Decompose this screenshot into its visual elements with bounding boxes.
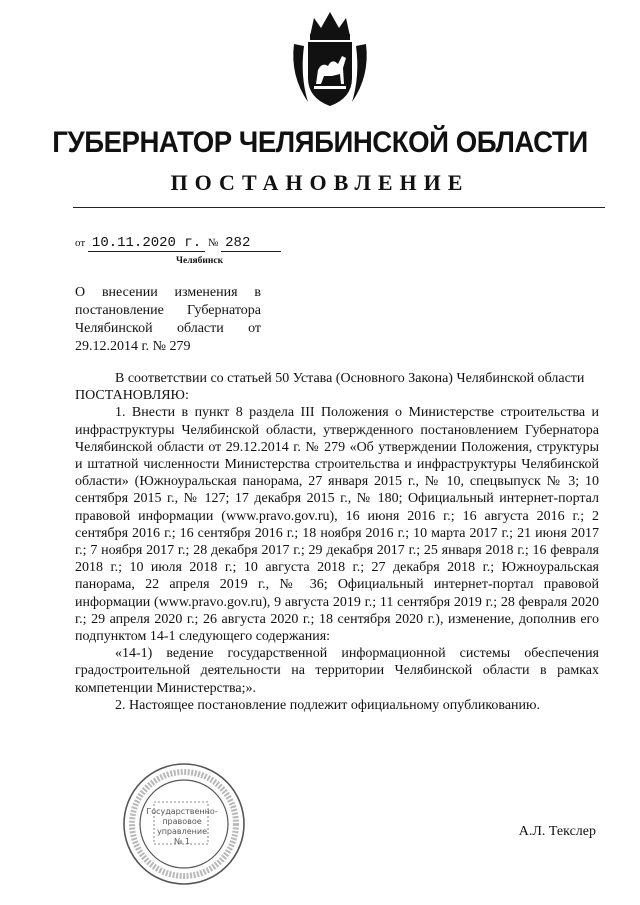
decree-word: ПОСТАНОВЛЯЮ: xyxy=(75,388,189,404)
stamp-line-4: № 1 xyxy=(174,837,190,846)
coat-of-arms-icon xyxy=(288,6,372,110)
stamp-line-2: правовое xyxy=(162,817,202,826)
date-from-label: от xyxy=(75,237,86,249)
city-label: Челябинск xyxy=(176,256,224,266)
header-title: ГУБЕРНАТОР ЧЕЛЯБИНСКОЙ ОБЛАСТИ xyxy=(52,126,588,159)
item-2-paragraph: 2. Настоящее постановление подлежит официальному опубликованию. xyxy=(115,697,540,713)
header-divider xyxy=(73,207,605,208)
dateline xyxy=(75,235,281,252)
document-subject: О внесении изменения в постановление Губернатора Челябинской области от 29.12.2014 г. № 279 xyxy=(75,285,261,354)
stamp-line-3: управление xyxy=(156,827,208,836)
doc-type: ПОСТАНОВЛЕНИЕ xyxy=(170,170,470,195)
document-body xyxy=(75,370,599,714)
document-date: 10.11.2020 г. xyxy=(88,235,205,252)
official-stamp-icon xyxy=(120,760,248,888)
stamp-line-1: Государственно- xyxy=(146,807,218,816)
item-1-subparagraph: «14-1) ведение государственной информационной системы обеспечения градостроительной деятельности на территории Челябинской области в рамках компетенции Министерства;». xyxy=(75,646,599,696)
number-label: № xyxy=(207,237,219,249)
signer-name: А.Л. Текслер xyxy=(518,824,596,839)
document-number: 282 xyxy=(221,235,281,252)
item-1-paragraph: 1. Внести в пункт 8 раздела III Положения о Министерстве строительства и инфраструктуры Челябинской области, утвержденного постановлением Губернатора Челябинской области от 29.12.2014 г. № 279 «Об утверждении Положения, структуры и штатной численности Министерства строительства и инфраструктуры Челябинской области» (Южноуральская панорама, 27 января 2015 г., № 10, спецвыпуск № 3; 10 сентября 2015 г., № 127; 17 декабря 2015 г., № 180; Официальный интернет-портал правовой информации (www.pravo.gov.ru), 16 июня 2016 г.; 16 августа 2016 г.; 2 сентября 2016 г.; 16 сентября 2016 г.; 18 ноября 2016 г.; 10 марта 2017 г.; 21 июня 2017 г.; 7 ноября 2017 г.; 28 декабря 2017 г.; 29 декабря 2017 г.; 25 января 2018 г.; 16 февраля 2018 г.; 10 июля 2018 г.; 10 августа 2018 г.; 27 декабря 2018 г.; Южноуральская панорама, 22 апреля 2019 г., № 36; Официальный интернет-портал правовой информации (www.pravo.gov.ru), 9 августа 2019 г.; 11 сентября 2019 г.; 28 февраля 2020 г.; 29 апреля 2020 г.; 26 августа 2020 г.; 18 сентября 2020 г.), изменение, дополнив его подпунктом 14-1 следующего содержания: xyxy=(75,405,599,645)
intro-paragraph: В соответствии со статьей 50 Устава (Основного Закона) Челябинской области xyxy=(115,371,585,386)
